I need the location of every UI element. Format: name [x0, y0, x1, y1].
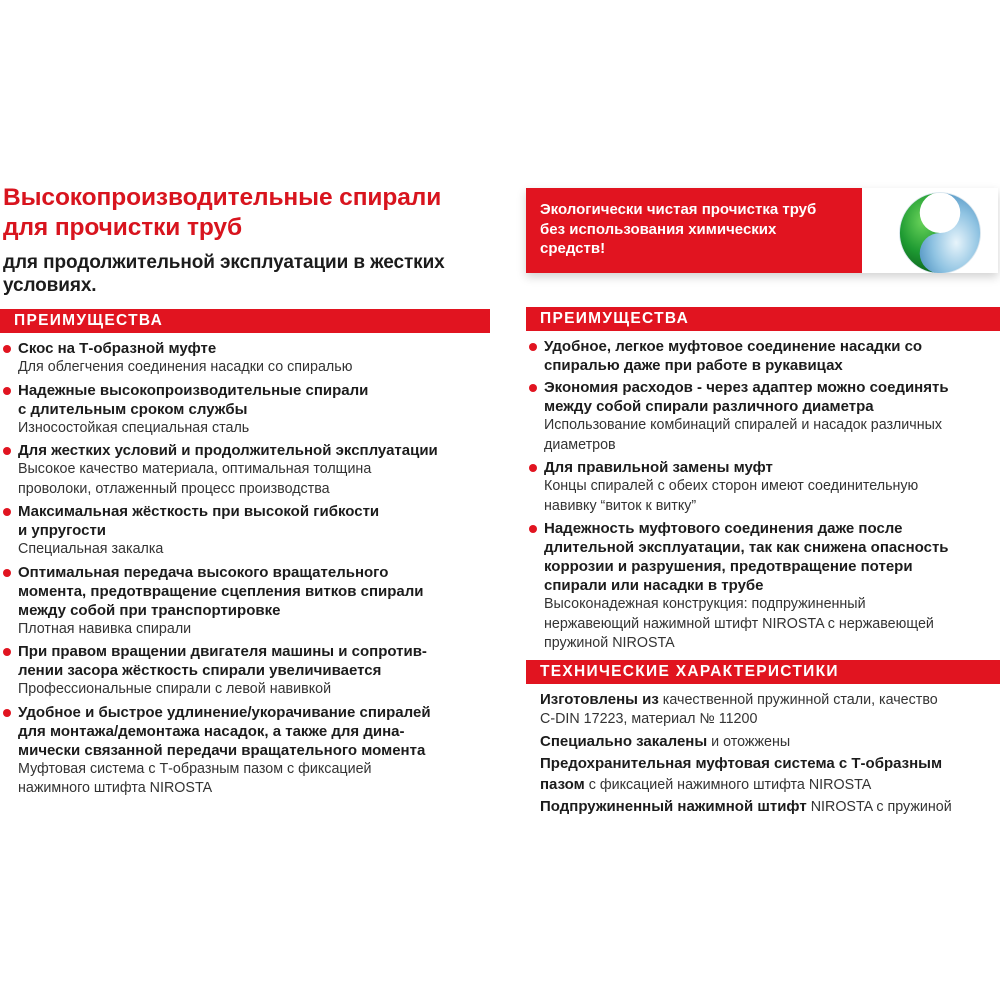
left-column: [0, 183, 490, 802]
item-description: Износостойкая специальная сталь: [18, 419, 250, 436]
bullet-dot-icon: [529, 525, 537, 533]
list-item: [526, 458, 1000, 516]
item-title: Для правильной замены муфт: [544, 459, 773, 476]
list-item: [526, 337, 1000, 375]
list-item: [526, 519, 1000, 654]
item-title: Удобное, легкое муфтовое соединение насадки со спиралью даже при работе в рукавицах: [544, 338, 923, 374]
advantages-header-left: ПРЕИМУЩЕСТВА: [0, 309, 490, 333]
advantages-list-left: [0, 339, 490, 799]
item-description: Муфтовая система с Т-образным пазом с фиксацией нажимного штифта NIROSTA: [18, 760, 372, 796]
item-description: Высоконадежная конструкция: подпружиненный нержавеющий нажимной штифт NIROSTA с нержавеющей пружиной NIROSTA: [544, 596, 934, 651]
item-title: Надежность муфтового соединения даже после длительной эксплуатации, так как снижена опасность коррозии и разрушения, предотвращение потери спирали или насадки в трубе: [544, 520, 949, 594]
item-description: Использование комбинаций спиралей и насадок различных диаметров: [544, 417, 943, 453]
page-title: Высокопроизводительные спирали для прочистки труб: [3, 184, 442, 241]
specs-header: ТЕХНИЧЕСКИЕ ХАРАКТЕРИСТИКИ: [526, 660, 1000, 684]
item-description: Специальная закалка: [18, 541, 164, 557]
bullet-dot-icon: [3, 709, 11, 717]
item-description: Плотная навивка спирали: [18, 620, 192, 637]
item-title: Максимальная жёсткость при высокой гибкости и упругости: [18, 503, 380, 539]
bullet-dot-icon: [529, 343, 537, 351]
item-title: Удобное и быстрое удлинение/укорачивание спиралей для монтажа/демонтажа насадок, а также для дина- мически связанной передачи вращательного момента: [18, 703, 431, 759]
bullet-dot-icon: [529, 384, 537, 392]
bullet-dot-icon: [3, 345, 11, 353]
item-title: Скос на Т-образной муфте: [18, 340, 217, 357]
bullet-dot-icon: [529, 464, 537, 472]
list-item: [0, 502, 490, 560]
spec-pin: Подпружиненный нажимной штифт NIROSTA с пружиной: [540, 798, 952, 815]
bullet-dot-icon: [3, 508, 11, 516]
item-title: Для жестких условий и продолжительной эксплуатации: [18, 442, 438, 459]
page-subtitle: для продолжительной эксплуатации в жестких условиях.: [3, 252, 445, 296]
spec-coupling: Предохранительная муфтовая система с Т-образным пазом с фиксацией нажимного штифта NIROSTA: [540, 755, 943, 793]
bullet-dot-icon: [3, 569, 11, 577]
item-description: Высокое качество материала, оптимальная толщина проволоки, отлаженный процесс производства: [18, 461, 372, 497]
specs-block: [540, 690, 1000, 818]
item-title: При правом вращении двигателя машины и сопротив- лении засора жёсткость спирали увеличивается: [18, 643, 427, 679]
item-title: Оптимальная передача высокого вращательного момента, предотвращение сцепления витков спирали между собой при транспортировке: [18, 563, 424, 619]
eco-banner-text: Экологически чистая прочистка труб без использования химических средств!: [540, 201, 817, 257]
list-item: [0, 381, 490, 439]
item-description: Профессиональные спирали с левой навивкой: [18, 681, 332, 697]
spec-hardening: Специально закалены и отожжены: [540, 732, 791, 750]
list-item: [0, 703, 490, 799]
advantages-header-right: ПРЕИМУЩЕСТВА: [526, 307, 1000, 331]
list-item: [0, 563, 490, 640]
list-item: [526, 378, 1000, 455]
item-description: Для облегчения соединения насадки со спиралью: [18, 359, 353, 375]
advantages-list-right: [526, 337, 1000, 654]
right-column: [526, 188, 1000, 820]
eco-banner: [526, 188, 998, 273]
yin-yang-green-blue-icon: [896, 189, 984, 273]
bullet-dot-icon: [3, 648, 11, 656]
list-item: [0, 441, 490, 499]
item-description: Концы спиралей с обеих сторон имеют соединительную навивку “виток к витку”: [544, 478, 919, 514]
bullet-dot-icon: [3, 387, 11, 395]
item-title: Надежные высокопроизводительные спирали с длительным сроком службы: [18, 381, 369, 418]
list-item: [0, 339, 490, 378]
bullet-dot-icon: [3, 447, 11, 455]
spec-material: Изготовлены из качественной пружинной стали, качество C-DIN 17223, материал № 11200: [540, 690, 938, 727]
list-item: [0, 642, 490, 700]
item-title: Экономия расходов - через адаптер можно соединять между собой спирали различного диаметра: [544, 379, 949, 415]
